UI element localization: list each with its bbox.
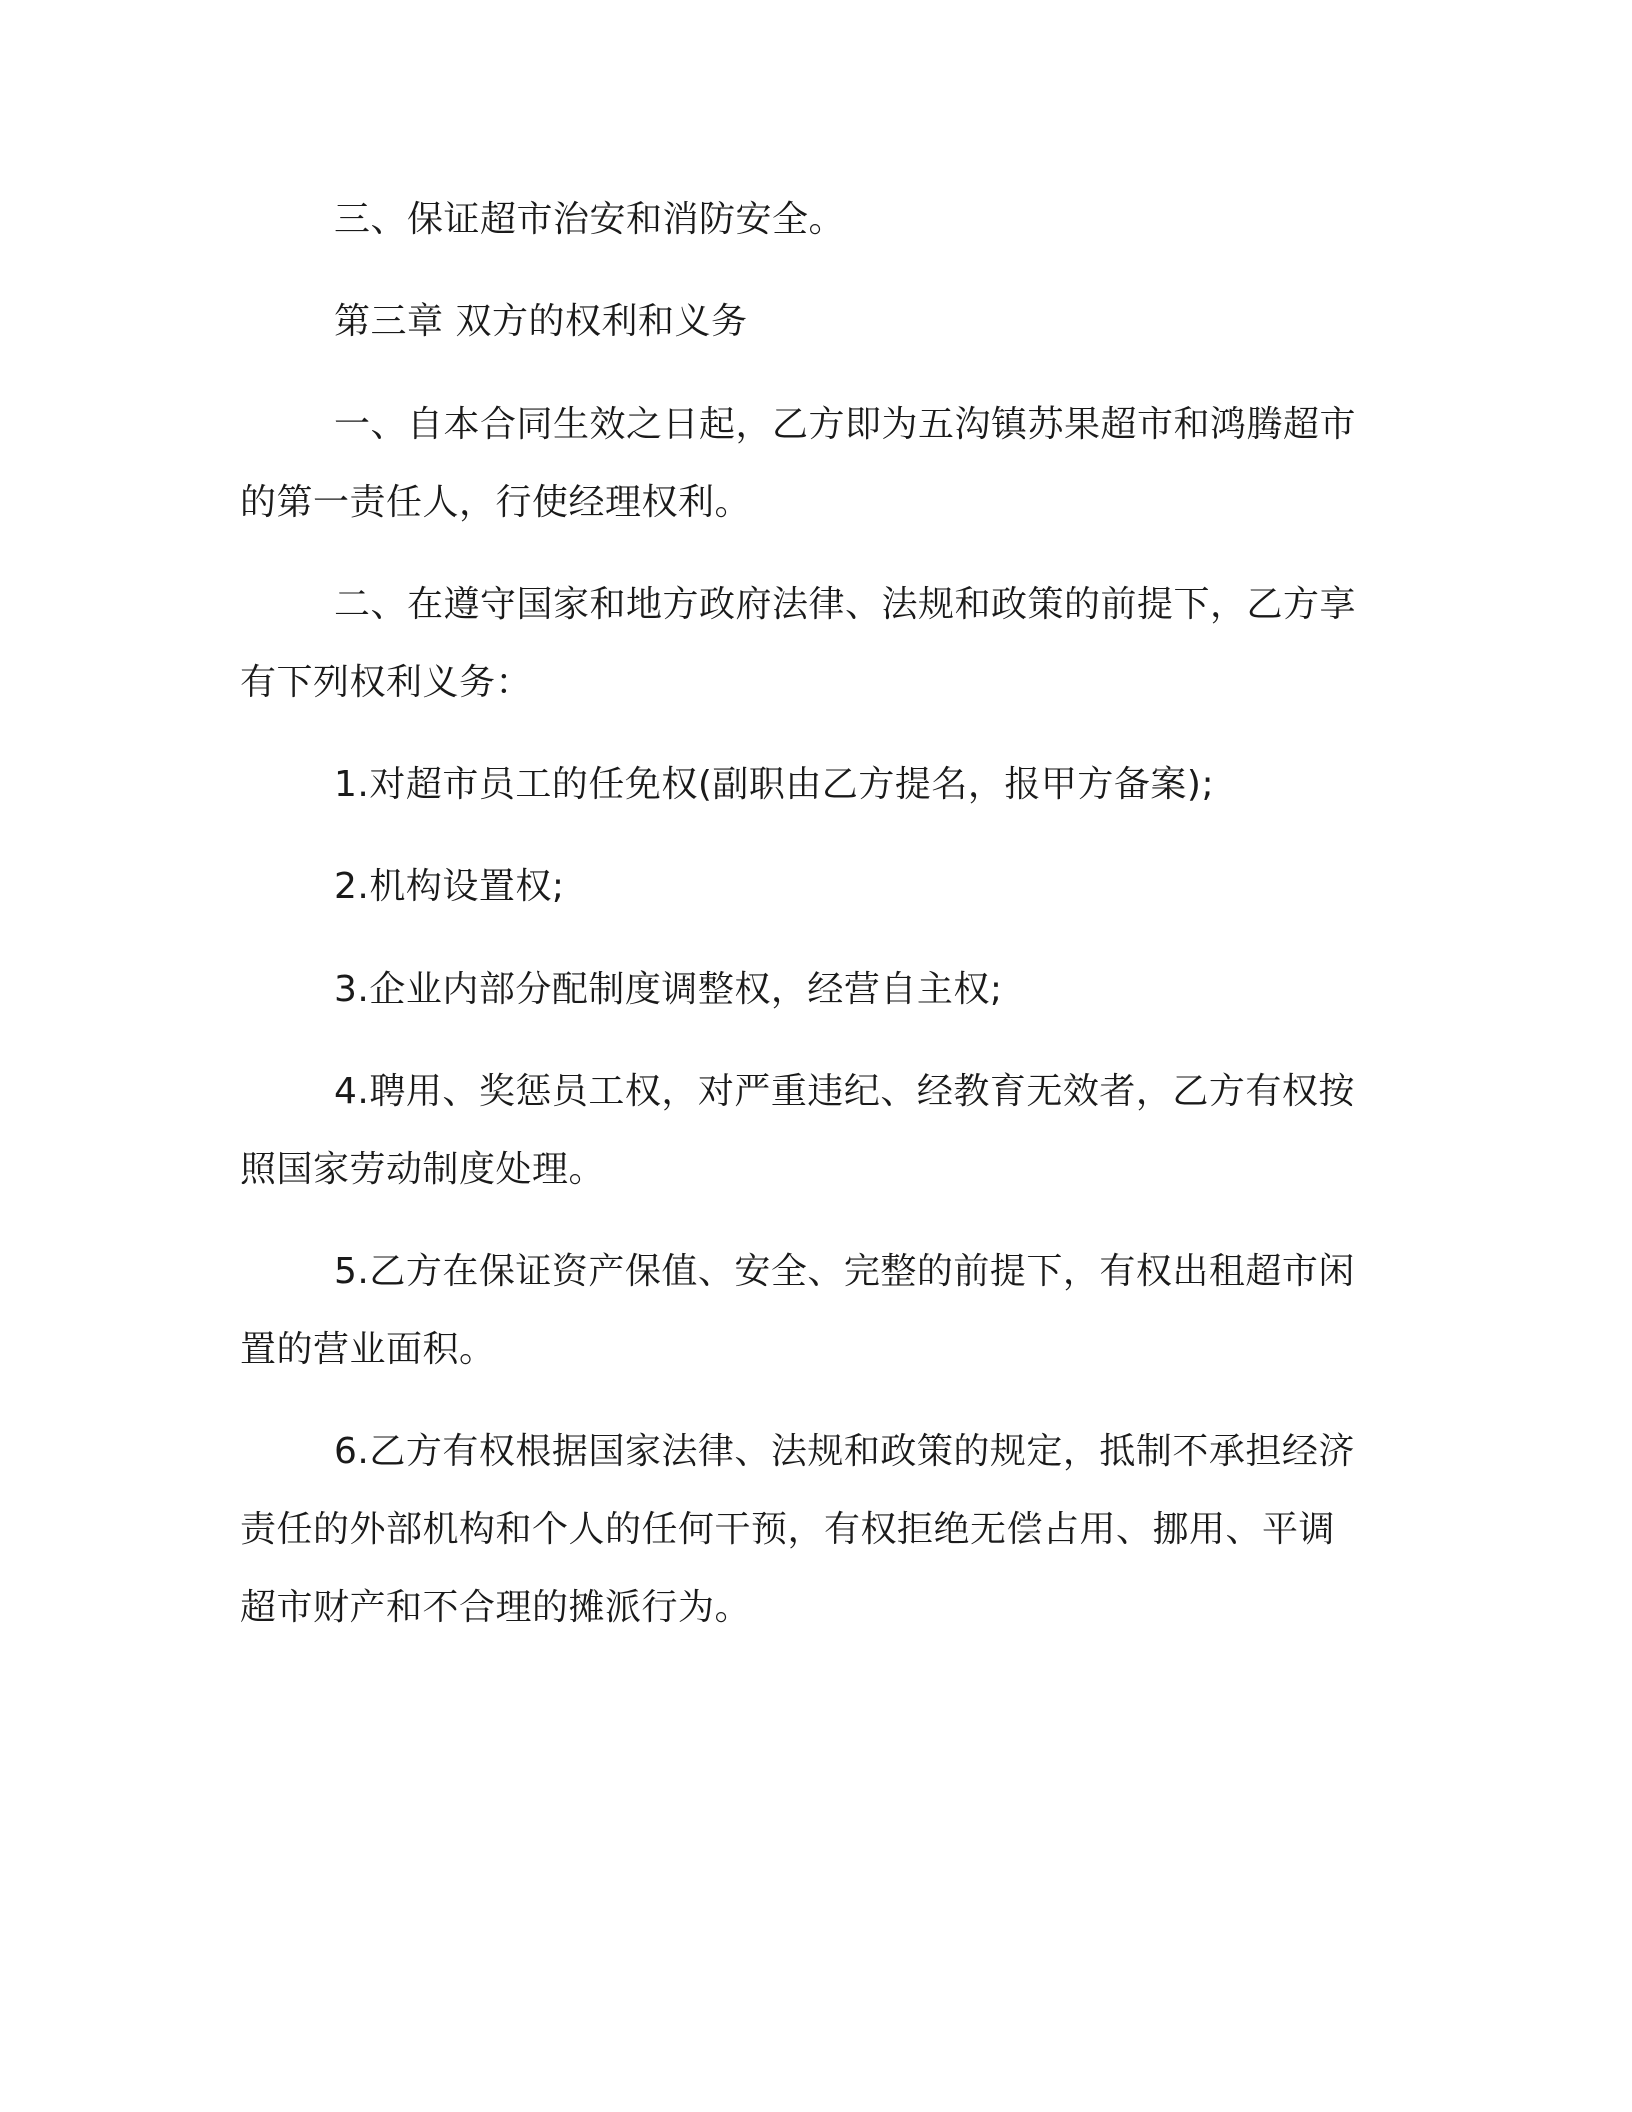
paragraph-line: 照国家劳动制度处理。 bbox=[240, 1149, 606, 1190]
paragraph-line: 5.乙方在保证资产保值、安全、完整的前提下，有权出租超市闲 bbox=[334, 1251, 1355, 1292]
list-item-2 bbox=[240, 848, 1368, 926]
paragraph-line: 6.乙方有权根据国家法律、法规和政策的规定，抵制不承担经济 bbox=[334, 1431, 1355, 1472]
list-item-6 bbox=[240, 1413, 1368, 1647]
paragraph-line: 置的营业面积。 bbox=[240, 1329, 496, 1370]
list-item-5 bbox=[240, 1233, 1368, 1389]
list-item-3 bbox=[240, 951, 1368, 1029]
paragraph-line: 责任的外部机构和个人的任何干预，有权拒绝无偿占用、挪用、平调 bbox=[240, 1509, 1336, 1550]
list-item-1 bbox=[240, 746, 1368, 824]
paragraph-security bbox=[240, 181, 1368, 259]
paragraph-line: 2.机构设置权; bbox=[334, 866, 565, 907]
paragraph-line: 超市财产和不合理的摊派行为。 bbox=[240, 1587, 752, 1628]
paragraph-line: 4.聘用、奖惩员工权，对严重违纪、经教育无效者，乙方有权按 bbox=[334, 1071, 1355, 1112]
paragraph-line: 二、在遵守国家和地方政府法律、法规和政策的前提下，乙方享 bbox=[334, 584, 1357, 625]
paragraph-line: 1.对超市员工的任免权(副职由乙方提名，报甲方备案); bbox=[334, 764, 1215, 805]
chapter-heading bbox=[240, 283, 1368, 361]
paragraph-line: 第三章 双方的权利和义务 bbox=[334, 301, 748, 342]
paragraph-clause-2 bbox=[240, 566, 1368, 722]
paragraph-line: 三、保证超市治安和消防安全。 bbox=[334, 199, 846, 240]
paragraph-line: 一、自本合同生效之日起，乙方即为五沟镇苏果超市和鸿腾超市 bbox=[334, 404, 1357, 445]
paragraph-line: 的第一责任人，行使经理权利。 bbox=[240, 482, 752, 523]
list-item-4 bbox=[240, 1053, 1368, 1209]
paragraph-line: 3.企业内部分配制度调整权，经营自主权; bbox=[334, 969, 1003, 1010]
paragraph-clause-1 bbox=[240, 386, 1368, 542]
paragraph-line: 有下列权利义务： bbox=[240, 662, 533, 703]
